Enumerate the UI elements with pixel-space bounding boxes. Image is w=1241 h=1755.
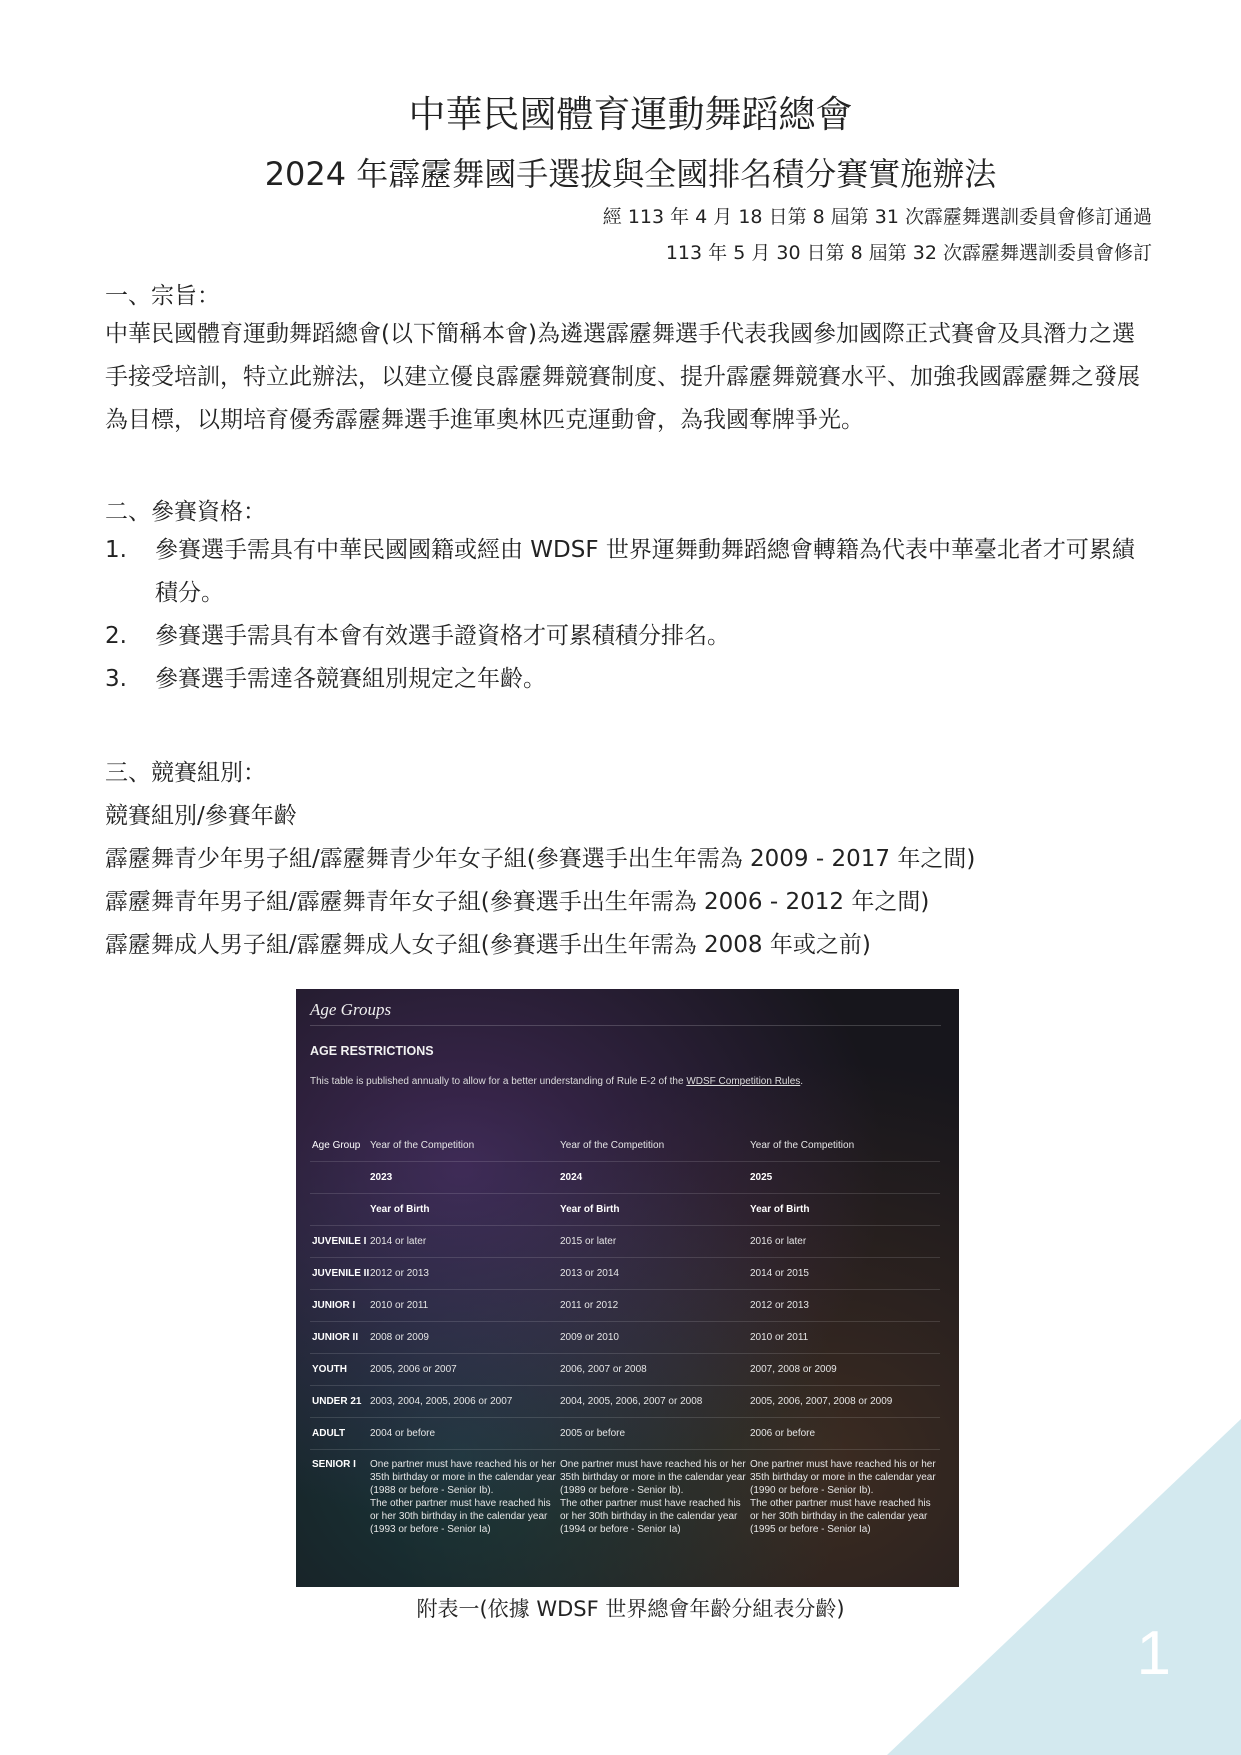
table-row: [310, 1386, 940, 1418]
item-1-text: 參賽選手需具有中華民國國籍或經由 WDSF 世界運舞動舞蹈總會轉籍為代表中華臺北者才可累績積分。: [155, 537, 1135, 606]
item-3-text: 參賽選手需達各競賽組別規定之年齡。: [155, 666, 546, 692]
table-row: [310, 1290, 940, 1322]
year-of-birth-label: Year of Birth: [368, 1194, 558, 1226]
table-row: [310, 1354, 940, 1386]
age-group-name: JUNIOR I: [310, 1290, 368, 1322]
senior-cell: [558, 1450, 748, 1541]
empty-cell: [310, 1162, 368, 1194]
year-of-birth-label: Year of Birth: [558, 1194, 748, 1226]
item-2-text: 參賽選手需具有本會有效選手證資格才可累積積分排名。: [155, 623, 730, 649]
year-of-birth-row: [310, 1194, 940, 1226]
senior-rule-text: One partner must have reached his or her 35th birthday or more in the calendar year (1988 or before - Senior Ib).: [370, 1459, 556, 1496]
document-title: 中華民國體育運動舞蹈總會: [408, 93, 853, 136]
empty-cell: [310, 1194, 368, 1226]
senior-cell: [748, 1450, 940, 1541]
year-cell: 2025: [748, 1162, 940, 1194]
age-groups-figure: [296, 989, 959, 1587]
birth-year-cell: 2008 or 2009: [368, 1322, 558, 1354]
senior-rule-text: One partner must have reached his or her 35th birthday or more in the calendar year (1990 or before - Senior Ib).: [750, 1459, 936, 1496]
section-1-body: 中華民國體育運動舞蹈總會(以下簡稱本會)為遴選霹靂舞選手代表我國參加國際正式賽會及具潛力之選手接受培訓，特立此辦法，以建立優良霹靂舞競賽制度、提升霹靂舞競賽水平、加強我國霹靂舞之發展為目標，以期培育優秀霹靂舞選手進軍奧林匹克運動會，為我國奪牌爭光。: [105, 321, 1140, 433]
section-3-subheading: 競賽組別/參賽年齡: [105, 803, 297, 829]
birth-year-cell: 2006, 2007 or 2008: [558, 1354, 748, 1386]
header-competition-year: Year of the Competition: [558, 1130, 748, 1162]
birth-year-cell: 2005, 2006, 2007, 2008 or 2009: [748, 1386, 940, 1418]
document-subtitle: 2024 年霹靂舞國手選拔與全國排名積分賽實施辦法: [264, 155, 997, 193]
figure-intro-text: This table is published annually to allow for a better understanding of Rule E-2 of the: [310, 1076, 687, 1087]
birth-year-cell: 2015 or later: [558, 1226, 748, 1258]
birth-year-cell: 2009 or 2010: [558, 1322, 748, 1354]
table-row-senior: [310, 1450, 940, 1541]
birth-year-cell: 2012 or 2013: [368, 1258, 558, 1290]
revision-note-2: 113 年 5 月 30 日第 8 屆第 32 次霹靂舞選訓委員會修訂: [665, 242, 1152, 264]
category-youth-line: 霹靂舞青少年男子組/霹靂舞青少年女子組(參賽選手出生年需為 2009 - 2017 年之間): [105, 846, 976, 872]
section-3-heading: 三、競賽組別：: [105, 760, 266, 786]
table-header-row: [310, 1130, 940, 1162]
item-2-number: 2.: [105, 623, 127, 649]
birth-year-cell: 2011 or 2012: [558, 1290, 748, 1322]
year-cell: 2024: [558, 1162, 748, 1194]
birth-year-cell: 2004 or before: [368, 1418, 558, 1450]
birth-year-cell: 2007, 2008 or 2009: [748, 1354, 940, 1386]
birth-year-cell: 2005 or before: [558, 1418, 748, 1450]
year-of-birth-label: Year of Birth: [748, 1194, 940, 1226]
year-cell: 2023: [368, 1162, 558, 1194]
birth-year-cell: 2004, 2005, 2006, 2007 or 2008: [558, 1386, 748, 1418]
birth-year-cell: 2005, 2006 or 2007: [368, 1354, 558, 1386]
birth-year-cell: 2016 or later: [748, 1226, 940, 1258]
senior-rule-text: The other partner must have reached his or her 30th birthday in the calendar year (1993 or before - Senior Ia): [370, 1498, 551, 1535]
senior-rule-text: The other partner must have reached his or her 30th birthday in the calendar year (1994 or before - Senior Ia): [560, 1498, 741, 1535]
birth-year-cell: 2010 or 2011: [748, 1322, 940, 1354]
figure-intro-end: .: [800, 1076, 804, 1087]
birth-year-cell: 2010 or 2011: [368, 1290, 558, 1322]
item-1-number: 1.: [105, 537, 127, 563]
senior-rule-text: One partner must have reached his or her 35th birthday or more in the calendar year (1989 or before - Senior Ib).: [560, 1459, 746, 1496]
senior-rule-text: The other partner must have reached his or her 30th birthday in the calendar year (1995 or before - Senior Ia): [750, 1498, 931, 1535]
category-junior-line: 霹靂舞青年男子組/霹靂舞青年女子組(參賽選手出生年需為 2006 - 2012 年之間): [105, 889, 930, 915]
birth-year-cell: 2014 or later: [368, 1226, 558, 1258]
table-row: [310, 1322, 940, 1354]
wdsf-rules-link[interactable]: WDSF Competition Rules: [686, 1076, 801, 1087]
age-group-name: JUNIOR II: [310, 1322, 368, 1354]
year-row: [310, 1162, 940, 1194]
figure-intro: [310, 1076, 803, 1087]
age-group-name: SENIOR I: [312, 1459, 356, 1470]
age-group-name: JUVENILE II: [310, 1258, 368, 1290]
age-group-name: JUVENILE I: [310, 1226, 368, 1258]
birth-year-cell: 2014 or 2015: [748, 1258, 940, 1290]
category-adult-line: 霹靂舞成人男子組/霹靂舞成人女子組(參賽選手出生年需為 2008 年或之前): [105, 932, 871, 958]
figure-title: Age Groups: [310, 1000, 392, 1019]
figure-divider: [310, 1025, 941, 1026]
revision-note-1: 經 113 年 4 月 18 日第 8 屆第 31 次霹靂舞選訓委員會修訂通過: [602, 206, 1152, 228]
birth-year-cell: 2006 or before: [748, 1418, 940, 1450]
age-group-name: ADULT: [310, 1418, 368, 1450]
header-competition-year: Year of the Competition: [748, 1130, 940, 1162]
section-1-heading: 一、宗旨：: [105, 283, 220, 309]
figure-heading: AGE RESTRICTIONS: [310, 1044, 434, 1058]
item-3-number: 3.: [105, 666, 127, 692]
table-row: [310, 1226, 940, 1258]
table-row: [310, 1258, 940, 1290]
birth-year-cell: 2013 or 2014: [558, 1258, 748, 1290]
section-2-heading: 二、參賽資格：: [105, 499, 266, 525]
age-group-name: UNDER 21: [310, 1386, 368, 1418]
senior-cell: [368, 1450, 558, 1541]
age-table: [310, 1130, 940, 1540]
age-group-name: YOUTH: [310, 1354, 368, 1386]
header-competition-year: Year of the Competition: [368, 1130, 558, 1162]
birth-year-cell: 2003, 2004, 2005, 2006 or 2007: [368, 1386, 558, 1418]
page-number: 1: [1136, 1619, 1171, 1688]
figure-caption: 附表一(依據 WDSF 世界總會年齡分組表分齡): [416, 1597, 845, 1621]
header-age-group: Age Group: [310, 1130, 368, 1162]
table-row: [310, 1418, 940, 1450]
birth-year-cell: 2012 or 2013: [748, 1290, 940, 1322]
